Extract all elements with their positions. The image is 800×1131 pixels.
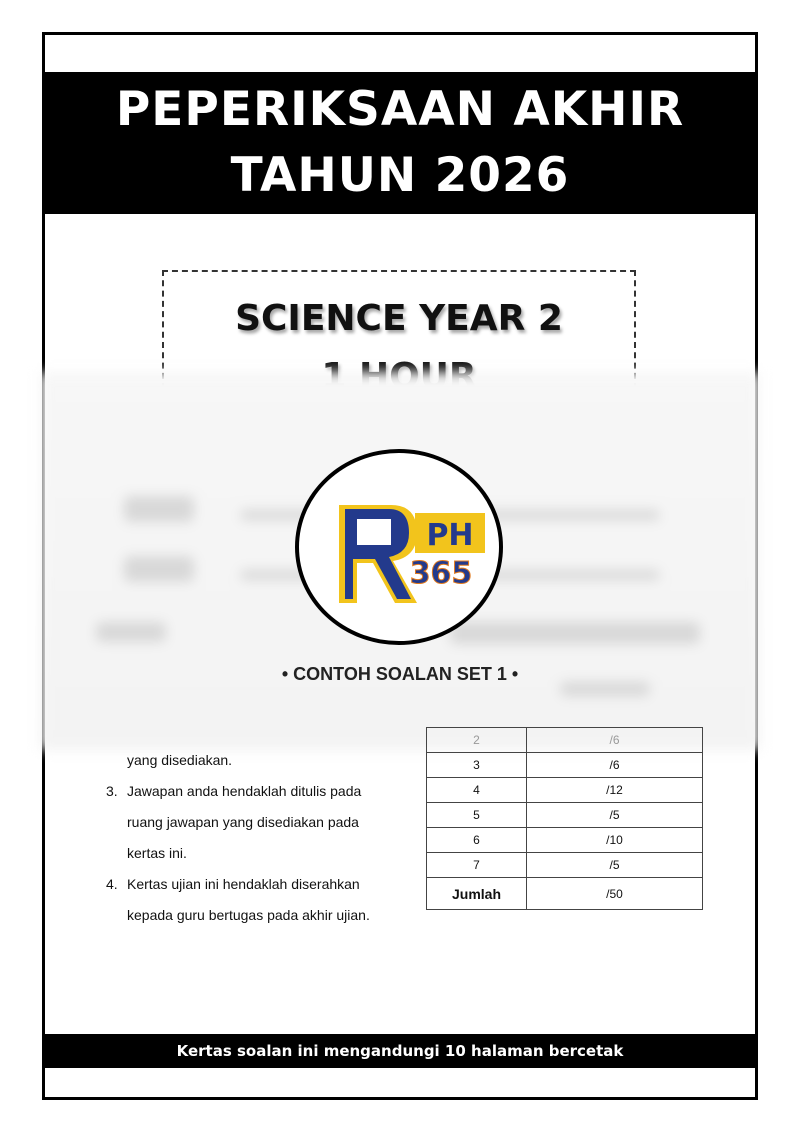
table-row [427, 828, 703, 853]
table-row [427, 778, 703, 803]
footer-banner [45, 1034, 755, 1068]
marks-table [426, 727, 703, 910]
question-marks: /5 [527, 803, 703, 828]
question-number: 3 [427, 753, 527, 778]
question-marks: /10 [527, 828, 703, 853]
exam-title-line-2: TAHUN 2026 [230, 148, 570, 203]
exam-title-line-1: PEPERIKSAAN AKHIR [115, 82, 685, 137]
question-marks: /6 [527, 728, 703, 753]
question-marks: /5 [527, 853, 703, 878]
title-banner [45, 72, 755, 214]
question-number: 5 [427, 803, 527, 828]
total-row [427, 878, 703, 910]
question-marks: /12 [527, 778, 703, 803]
question-number: 6 [427, 828, 527, 853]
question-number: 2 [427, 728, 527, 753]
table-row [427, 853, 703, 878]
question-number: 7 [427, 853, 527, 878]
logo [295, 449, 503, 645]
total-label: Jumlah [427, 878, 527, 910]
total-marks: /50 [527, 878, 703, 910]
set-label: • CONTOH SOALAN SET 1 • [281, 664, 519, 684]
rph365-logo-icon [299, 453, 499, 641]
question-number: 4 [427, 778, 527, 803]
logo-top-text: PH [426, 518, 474, 553]
subject-name: SCIENCE YEAR 2 [235, 298, 563, 339]
question-marks: /6 [527, 753, 703, 778]
page-count-note: Kertas soalan ini mengandungi 10 halaman bercetak [176, 1042, 624, 1060]
logo-bottom-text: 365 [409, 556, 473, 591]
table-row [427, 803, 703, 828]
table-row [427, 728, 703, 753]
table-row [427, 753, 703, 778]
